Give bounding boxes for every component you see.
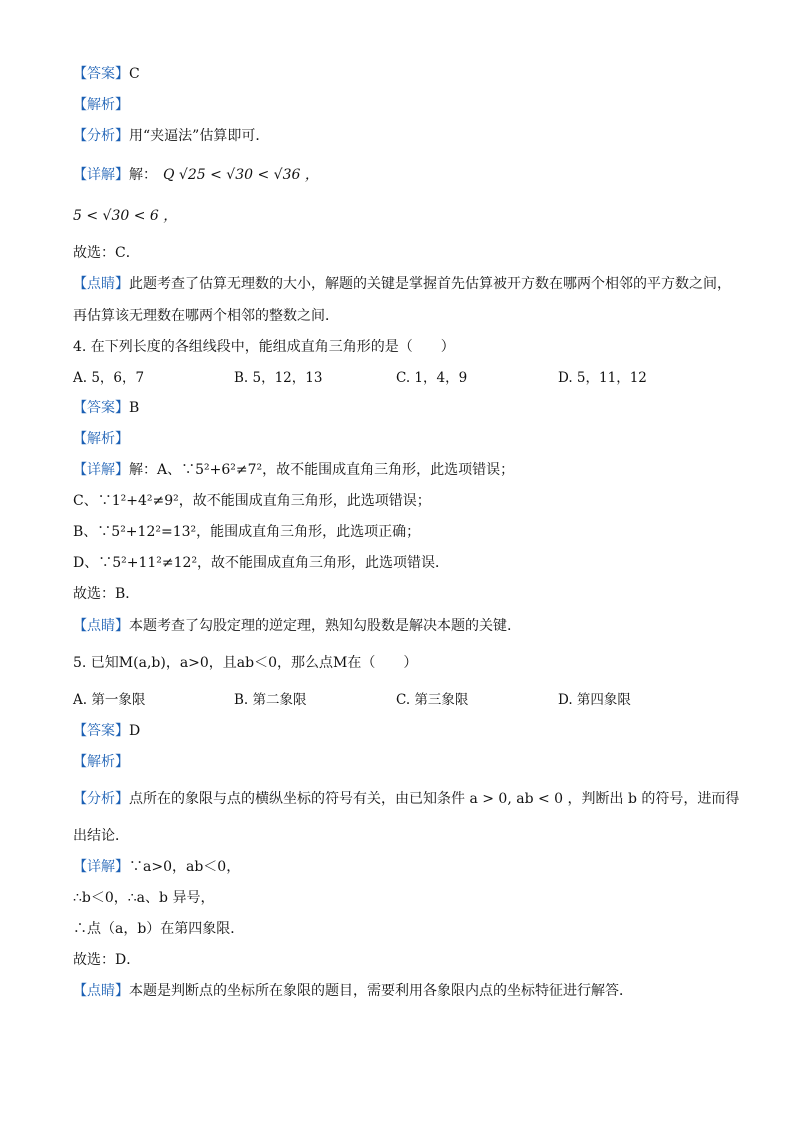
q3-dianjing-line [73, 274, 731, 294]
q3-ineq2-line [73, 206, 177, 226]
xiangjie-line-4: D、∵5²+11²≠12²，故不能围成直角三角形，此选项错误． [73, 555, 450, 571]
xiangjie-tag: 【详解】 [73, 859, 129, 875]
xiangjie-tag: 【详解】 [73, 167, 129, 183]
fenxi-tag: 【分析】 [73, 791, 129, 807]
q5-fenxi-line-2 [73, 826, 129, 846]
dianjing-text: 本题是判断点的坐标所在象限的题目，需要利用各象限内点的坐标特征进行解答． [129, 983, 633, 999]
inequality-2: 5 < √30 < 6 ， [73, 208, 178, 224]
question-text: 4. 在下列长度的各组线段中，能组成直角三角形的是（ ） [73, 339, 455, 355]
q5-question [73, 653, 417, 673]
q4-option-d: D. 5，11，12 [558, 370, 647, 386]
dianjing-tag: 【点睛】 [73, 618, 129, 634]
q4-option-c: C. 1，4，9 [396, 370, 468, 386]
inequality-1: Q √25 < √30 < √36 ， [163, 167, 319, 183]
q5-analysis-label [73, 752, 129, 772]
q5-option-a: A. 第一象限 [73, 692, 146, 708]
xiangjie-line-3: ∴点（a，b）在第四象限． [73, 921, 245, 937]
dianjing-text: 本题考查了勾股定理的逆定理，熟知勾股数是解决本题的关键. [129, 618, 512, 634]
answer-value: C [129, 66, 140, 82]
q4-choose-line [73, 584, 139, 604]
q4-line-3 [73, 522, 420, 542]
q3-xiangjie-line [73, 165, 319, 185]
choose-text: 故选：D． [73, 952, 141, 968]
q5-dianjing-line [73, 981, 633, 1001]
q3-choose-line [73, 243, 140, 263]
analysis-tag: 【解析】 [73, 431, 129, 447]
answer-value: B [129, 400, 140, 416]
q4-line-2 [73, 491, 431, 511]
fenxi-text: 点所在的象限与点的横纵坐标的符号有关，由已知条件 a > 0, ab < 0 ，判断出 b 的符号，进而得 [129, 791, 740, 807]
choose-text: 故选：C． [73, 245, 140, 261]
dianjing-text: 此题考查了估算无理数的大小，解题的关键是掌握首先估算被开方数在哪两个相邻的平方数之间， [129, 276, 731, 292]
answer-tag: 【答案】 [73, 723, 129, 739]
analysis-tag: 【解析】 [73, 754, 129, 770]
q5-option-d: D. 第四象限 [558, 692, 631, 708]
dianjing-text-2: 再估算该无理数在哪两个相邻的整数之间． [73, 308, 339, 324]
q4-dianjing-line [73, 616, 511, 636]
choose-text: 故选：B． [73, 586, 140, 602]
fenxi-text-2: 出结论． [73, 828, 129, 844]
q4-option-a: A. 5，6，7 [73, 370, 145, 386]
xiangjie-line-1: 解：A、∵5²+6²≠7²，故不能围成直角三角形，此选项错误； [129, 462, 515, 478]
q5-fenxi-line [73, 789, 739, 809]
xiangjie-tag: 【详解】 [73, 462, 129, 478]
q4-analysis-label [73, 429, 129, 449]
q5-answer-line [73, 721, 140, 741]
q3-analysis-label [73, 95, 129, 115]
xiangjie-line-1: ∵a>0，ab＜0， [129, 859, 241, 875]
q5-line-2 [73, 888, 214, 908]
q4-line-4 [73, 553, 449, 573]
answer-tag: 【答案】 [73, 66, 129, 82]
question-text: 5. 已知M(a,b)，a>0，且ab＜0，那么点M在（ ） [73, 655, 418, 671]
answer-value: D [129, 723, 141, 739]
q3-fenxi-line [73, 126, 269, 146]
q5-line-3 [73, 919, 244, 939]
xiangjie-prefix: 解： [129, 167, 157, 183]
xiangjie-line-3: B、∵5²+12²=13²，能围成直角三角形，此选项正确； [73, 524, 421, 540]
q5-xiangjie-line [73, 857, 240, 877]
xiangjie-line-2: ∴b＜0，∴a、b 异号， [73, 890, 215, 906]
answer-tag: 【答案】 [73, 400, 129, 416]
q5-option-b: B. 第二象限 [234, 692, 307, 708]
q3-answer-line [73, 64, 140, 84]
xiangjie-line-2: C、∵1²+4²≠9²，故不能围成直角三角形，此选项错误； [73, 493, 431, 509]
q4-option-b: B. 5，12，13 [234, 370, 323, 386]
q4-question [73, 337, 455, 357]
q4-xiangjie-line [73, 460, 514, 480]
q5-option-c: C. 第三象限 [396, 692, 469, 708]
q3-dianjing-line-2 [73, 306, 339, 326]
fenxi-tag: 【分析】 [73, 128, 129, 144]
analysis-tag: 【解析】 [73, 97, 129, 113]
dianjing-tag: 【点睛】 [73, 983, 129, 999]
q4-answer-line [73, 398, 139, 418]
dianjing-tag: 【点睛】 [73, 276, 129, 292]
fenxi-text: 用“夹逼法”估算即可． [129, 128, 270, 144]
q5-choose-line [73, 950, 140, 970]
